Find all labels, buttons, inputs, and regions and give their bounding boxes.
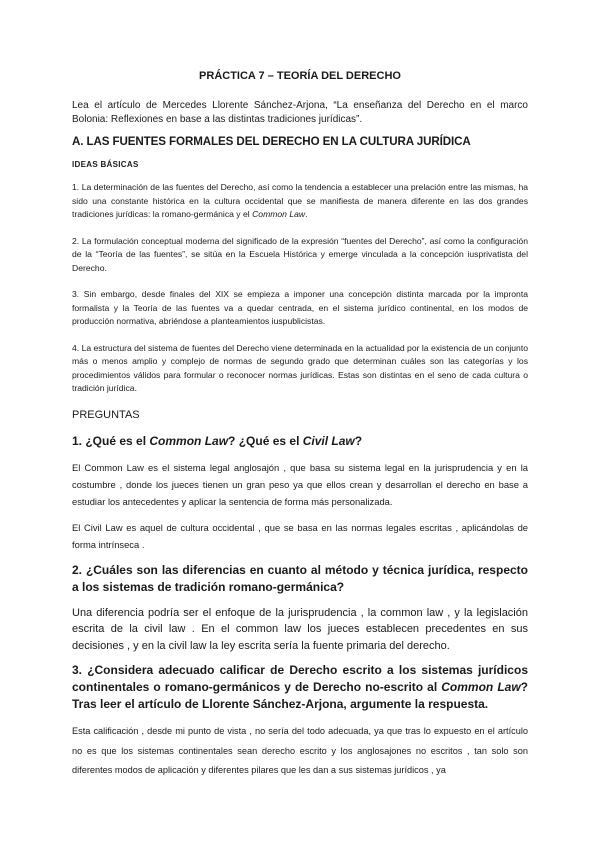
idea-1-italic: Common Law (252, 209, 306, 219)
question-1-italic-1: Common Law (149, 433, 229, 448)
idea-1 (72, 181, 528, 222)
section-a-heading: A. LAS FUENTES FORMALES DEL DERECHO EN LA CULTURA JURÍDICA (72, 135, 471, 148)
idea-4: 4. La estructura del sistema de fuentes del Derecho viene determinada en la actualidad por la existencia de un conjunto más o menos amplio y complejo de normas de segundo grado que determinan cuáles son las categorías y los procedimientos válidos para formular o reconocer normas jurídicas. Estas son distintas en el seno de cada cultura o tradición jurídica. (72, 342, 528, 393)
question-1-middle: ? ¿Qué es el (228, 433, 303, 448)
idea-1-end: . (305, 209, 308, 219)
question-1-suffix: ? (354, 433, 363, 448)
question-2: 2. ¿Cuáles son las diferencias en cuanto al método y técnica jurídica, respecto a los sistemas de tradición romano-germánica? (72, 562, 528, 594)
question-1-italic-2: Civil Law (302, 433, 355, 448)
question-1-prefix: 1. ¿Qué es el (72, 433, 150, 448)
question-3-italic: Common Law (441, 680, 521, 694)
answer-1-paragraph-1: El Common Law es el sistema legal anglosajón , que basa su sistema legal en la jurisprudencia y en la costumbre , donde los jueces tienen un gran peso ya que ellos crean y desarrollan el derecho en base a estudiar los antecedentes y aplicar la sentencia de forma más personalizada. (72, 461, 528, 507)
question-1 (72, 433, 528, 450)
answer-1-paragraph-2: El Civil Law es aquel de cultura occidental , que se basa en las normas legales escritas , aplicándolas de forma intrínseca . (72, 521, 528, 550)
question-3 (72, 662, 528, 713)
answer-2: Una diferencia podría ser el enfoque de la jurisprudencia , la common law , y la legislación escrita de la civil law . En el common law los jueces establecen precedentes en sus decisiones , y en la civil law la ley escrita sería la fuente primaria del derecho. (72, 606, 528, 652)
page-title: PRÁCTICA 7 – TEORÍA DEL DERECHO (199, 70, 401, 82)
preguntas-heading: PREGUNTAS (72, 408, 140, 421)
question-3-prefix: 3. ¿Considera adecuado calificar de Derecho escrito a los sistemas jurídicos continentales o romano-germánicos y de Derecho no-escrito al (72, 663, 528, 694)
ideas-label: IDEAS BÁSICAS (72, 160, 139, 169)
intro-paragraph: Lea el artículo de Mercedes Llorente Sánchez-Arjona, “La enseñanza del Derecho en el marco Bolonia: Reflexiones en base a las distintas tradiciones jurídicas”. (72, 100, 528, 125)
idea-3: 3. Sin embargo, desde finales del XIX se empieza a imponer una concepción distinta marcada por la impronta formalista y la Teoría de las fuentes va a quedar centrada, en el sistema jurídico continental, en los modos de producción normativa, abriéndose a planteamientos iuspublicistas. (72, 289, 528, 326)
question-3-suffix: ? Tras leer el artículo de Llorente Sánchez-Arjona, argumente la respuesta. (72, 680, 529, 711)
answer-3: Esta calificación , desde mi punto de vista , no sería del todo adecuada, ya que tras lo expuesto en el artículo no es que los sistemas continentales sean derecho escrito y los anglosajones no escritos , tan solo son diferentes modos de aplicación y diferentes pilares que les dan a sus sistemas jurídicos , ya (72, 726, 528, 775)
idea-1-text: 1. La determinación de las fuentes del Derecho, así como la tendencia a establecer una prelación entre las mismas, ha sido una constante histórica en la cultura occidental que se manifiesta de manera diferente en las dos grandes tradiciones jurídicas: la romano-germánica y el (72, 182, 528, 219)
idea-2: 2. La formulación conceptual moderna del significado de la expresión “fuentes del Derecho”, así como la configuración de la “Teoría de las fuentes”, se sitúa en la Escuela Histórica y emerge vinculada a la concepción iusprivatista del Derecho. (72, 235, 528, 273)
